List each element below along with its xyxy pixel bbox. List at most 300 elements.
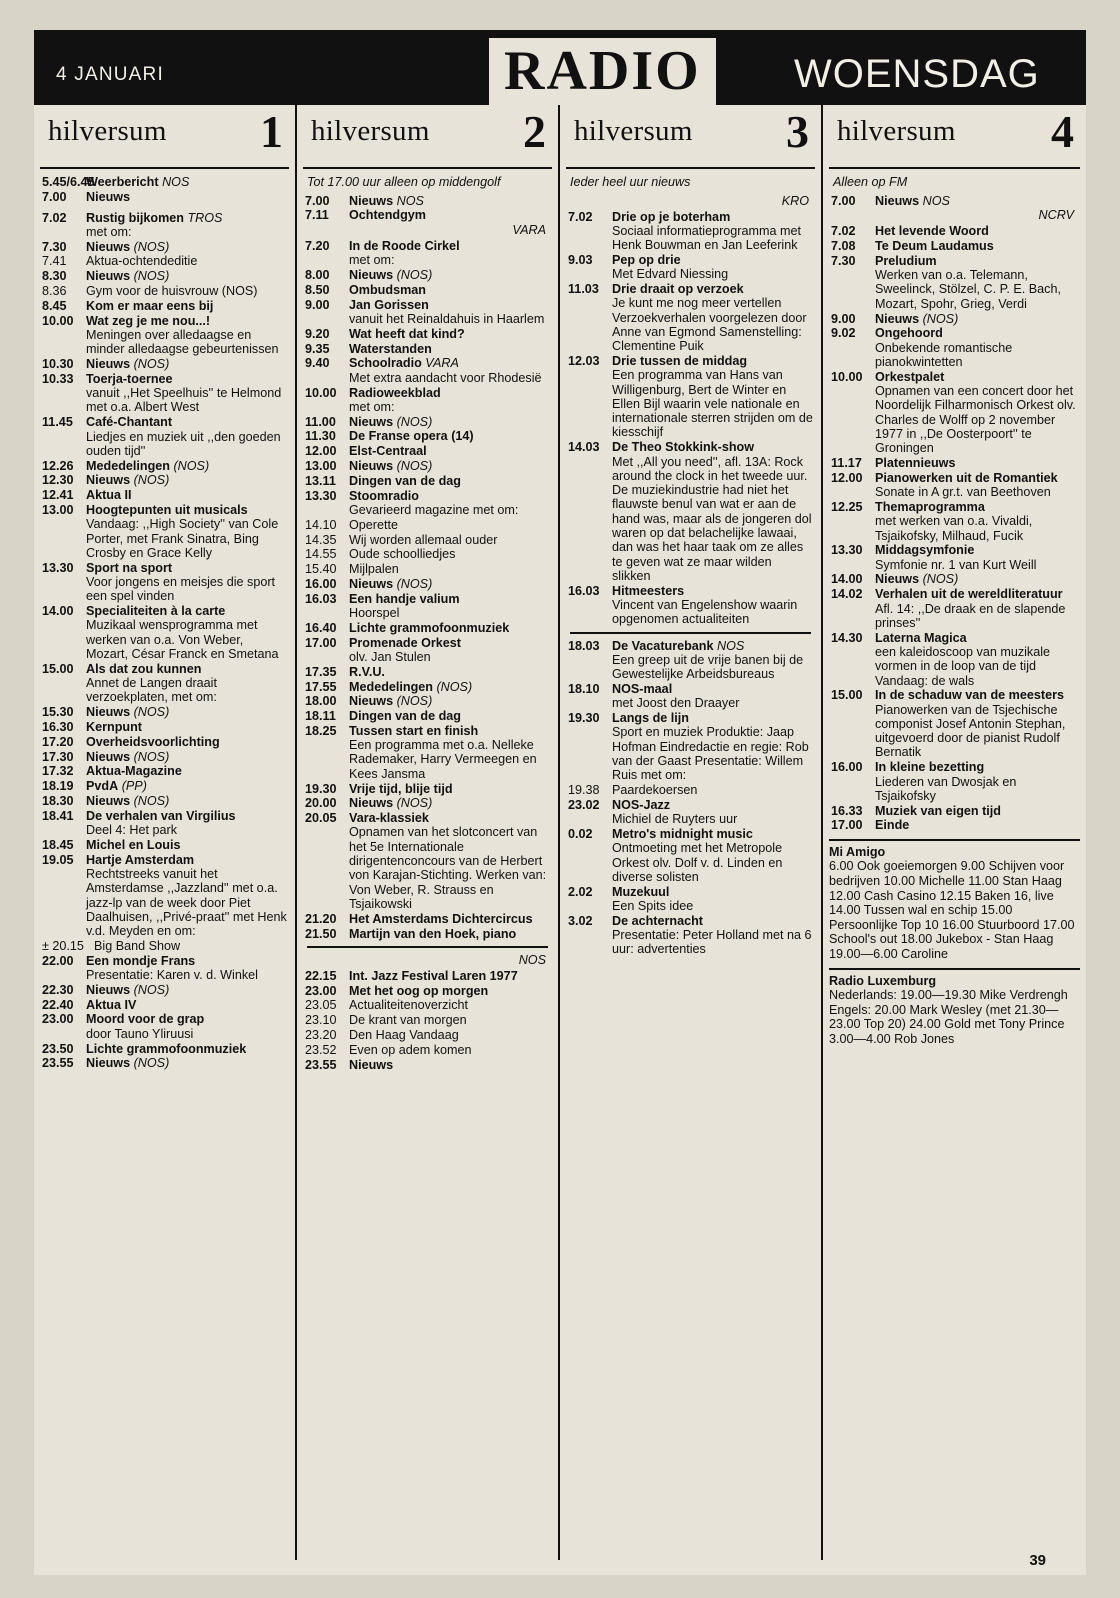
programme-time: 11.45 [42, 415, 73, 430]
programme-description [349, 268, 550, 282]
programme-title: Orkestpalet [875, 369, 945, 384]
programme-time: 17.00 [305, 635, 337, 650]
programme-title: Hartje Amsterdam [86, 852, 195, 867]
programme-title: In kleine bezetting [875, 760, 985, 775]
programme-item [568, 210, 813, 253]
programme-time: 18.25 [305, 723, 337, 738]
programme-title: Even op adem komen [349, 1042, 472, 1057]
programme-broadcaster: (NOS) [396, 576, 433, 591]
programme-title: Aktua-Magazine [86, 764, 182, 779]
programme-time: 23.02 [568, 797, 600, 812]
programme-item [305, 636, 550, 665]
programme-title: Vrije tijd, blije tijd [349, 781, 453, 796]
programme-subtext: Symfonie nr. 1 van Kurt Weill [875, 557, 1037, 572]
programme-time: 12.26 [42, 458, 74, 473]
programme-description [349, 489, 550, 518]
programme-title: Tussen start en finish [349, 723, 479, 738]
programme-item [831, 572, 1078, 586]
programme-item [42, 357, 287, 371]
programme-time: 16.40 [305, 620, 337, 635]
programme-time: 15.00 [42, 661, 74, 676]
programme-description [349, 1058, 550, 1072]
programme-item [42, 750, 287, 764]
programme-item [42, 998, 287, 1012]
programme-title: Nieuws [875, 572, 920, 587]
programme-time: 7.20 [305, 239, 330, 254]
programme-time: 18.03 [568, 638, 600, 653]
programme-item [42, 705, 287, 719]
programme-description [349, 680, 550, 694]
programme-description [349, 533, 550, 547]
programme-title: R.V.U. [349, 664, 385, 679]
programme-title: Specialiteiten à la carte [86, 604, 226, 619]
programme-item [42, 175, 287, 189]
programme-description [612, 827, 813, 884]
programme-description [349, 665, 550, 679]
programme-broadcaster: NOS [717, 638, 745, 653]
programme-description [349, 796, 550, 810]
station-header [40, 105, 289, 169]
programme-item [831, 471, 1078, 500]
programme-description [349, 984, 550, 998]
programme-description [86, 240, 287, 254]
programme-description [875, 587, 1078, 630]
programme-description [349, 724, 550, 781]
programme-subtext: Liederen van Dwosjak en Tsjaikofsky [875, 774, 1017, 803]
programme-time: 16.30 [42, 719, 74, 734]
programme-time: 16.33 [831, 803, 863, 818]
programme-description [349, 386, 550, 415]
programme-time: 14.02 [831, 587, 863, 602]
programme-subtext: met Joost den Draayer [612, 696, 740, 711]
programme-description [875, 456, 1078, 470]
programme-item [42, 735, 287, 749]
programme-item [305, 533, 550, 547]
programme-description [86, 299, 287, 313]
programme-title: De Theo Stokkink-show [612, 440, 755, 455]
programme-item [568, 885, 813, 914]
programme-description [86, 1056, 287, 1070]
programme-item [568, 584, 813, 627]
programme-title: Pianowerken uit de Romantiek [875, 470, 1058, 485]
programme-subtext: Vincent van Engelenshow waarin opgenomen actualiteiten [612, 598, 798, 627]
programme-description [612, 584, 813, 627]
programme-item [305, 912, 550, 926]
programme-item [42, 779, 287, 793]
programme-time: 19.30 [305, 781, 337, 796]
extra-station-block [829, 968, 1080, 1047]
programme-time: 7.30 [42, 239, 67, 254]
programme-item [831, 224, 1078, 238]
programme-description [349, 194, 550, 208]
programme-time: 9.00 [831, 311, 856, 326]
programme-item [568, 639, 813, 682]
programme-item [831, 760, 1078, 803]
programme-subtext: Een programma met o.a. Nelleke Rademaker, Harry Vermeegen en Kees Jansma [349, 738, 537, 781]
programme-broadcaster: (NOS) [133, 1056, 170, 1071]
programme-description [349, 283, 550, 297]
programme-item [568, 682, 813, 711]
programme-subtext: Met extra aandacht voor Rhodesië [349, 370, 542, 385]
programme-item [831, 688, 1078, 759]
programme-title: Verhalen uit de wereldliteratuur [875, 587, 1063, 602]
programme-broadcaster: (NOS) [133, 473, 170, 488]
programme-description [875, 804, 1078, 818]
programme-time: 8.50 [305, 282, 330, 297]
programme-subtext: Presentatie: Karen v. d. Winkel [86, 968, 258, 983]
programme-title: Nieuws [875, 311, 920, 326]
programme-title: Radioweekblad [349, 385, 441, 400]
programme-time: 2.02 [568, 884, 593, 899]
programme-item [42, 838, 287, 852]
programme-time: 22.40 [42, 997, 74, 1012]
programme-title: Nieuws [349, 576, 394, 591]
programme-description [349, 342, 550, 356]
programme-item [305, 489, 550, 518]
programme-title: Mededelingen [86, 458, 170, 473]
programme-subtext: Opnamen van het slotconcert van het 5e Internationale dirigentenconcours van de Herbert von Karajan-Stichting. Werken van: Von Weber, R. Strauss en Tsjaikowski [349, 825, 547, 911]
extra-station-block [829, 839, 1080, 962]
programme-description [349, 998, 550, 1012]
programme-title: Dingen van de dag [349, 709, 461, 724]
programme-item [305, 782, 550, 796]
programme-description [86, 998, 287, 1012]
programme-subtext: Opnamen van een concert door het Noordelijk Filharmonisch Orkest olv. Charles de Wolff op 2 november 1977 in ,,De Oosterpoort'' te Groningen [875, 384, 1076, 456]
programme-time: 10.30 [42, 357, 74, 372]
programme-title: Themaprogramma [875, 499, 985, 514]
programme-item [42, 1012, 287, 1041]
programme-time: 17.32 [42, 764, 74, 779]
programme-title: Elst-Centraal [349, 444, 427, 459]
programme-description [349, 444, 550, 458]
programme-broadcaster: (NOS) [396, 414, 433, 429]
programme-title: In de Roode Cirkel [349, 239, 460, 254]
station-column-2 [297, 105, 560, 1560]
programme-broadcaster: (NOS) [396, 268, 433, 283]
radio-listings-page [34, 30, 1086, 1575]
programme-subtext: olv. Jan Stulen [349, 649, 431, 664]
programme-subtext: door Tauno Yliruusi [86, 1026, 194, 1041]
programme-title: Nieuws [349, 796, 394, 811]
programme-description [349, 969, 550, 983]
programme-item [42, 604, 287, 661]
programme-title: Int. Jazz Festival Laren 1977 [349, 968, 518, 983]
programme-item [568, 282, 813, 353]
programme-title: Metro's midnight music [612, 826, 753, 841]
programme-time: 15.30 [42, 705, 74, 720]
programme-title: Einde [875, 818, 910, 833]
programme-subtext: Met ,,All you need'', afl. 13A: Rock around the clock in het tweede uur. De muziekindustrie had niet het flauwste benul van wat er aan de hand was, maar als de jongeren dol waren op dat belachelijke lawaai, dan was het haar taak om ze alles te geven wat ze maar wilden slikken [612, 454, 812, 583]
programme-item [305, 577, 550, 591]
programme-subtext: Sport en muziek Produktie: Jaap Hofman Eindredactie en regie: Rob van der Gaast Presentatie: Willem Ruis met om: [612, 725, 809, 783]
programme-title: Een handje valium [349, 591, 460, 606]
programme-time: 16.00 [831, 760, 863, 775]
programme-title: Waterstanden [349, 341, 432, 356]
programme-title: Met het oog op morgen [349, 983, 489, 998]
programme-description [875, 760, 1078, 803]
programme-description [86, 809, 287, 838]
programme-broadcaster: NOS [922, 193, 950, 208]
programme-item [305, 592, 550, 621]
programme-item [42, 240, 287, 254]
programme-item [42, 503, 287, 560]
programme-subtext: Muzikaal wensprogramma met werken van o.a. Von Weber, Mozart, César Franck en Smetana [86, 618, 279, 661]
programme-item [831, 456, 1078, 470]
programme-title: Langs de lijn [612, 711, 689, 726]
programme-item [305, 298, 550, 327]
station-columns [34, 105, 1086, 1560]
programme-title: Jan Gorissen [349, 297, 429, 312]
programme-broadcaster: (NOS) [133, 269, 170, 284]
programme-broadcaster: (NOS) [396, 459, 433, 474]
programme-item [42, 809, 287, 838]
programme-item [42, 983, 287, 997]
programme-description [349, 547, 550, 561]
programme-item [831, 312, 1078, 326]
programme-description [349, 912, 550, 926]
programme-subtext: met om: [349, 399, 395, 414]
programme-description [86, 190, 287, 204]
masthead-title: RADIO [489, 38, 716, 108]
programme-time: 17.20 [42, 734, 74, 749]
programme-description [86, 750, 287, 764]
programme-description [612, 210, 813, 253]
programme-subtext: met werken van o.a. Vivaldi, Tsjaikofsky, Milhaud, Fucik [875, 514, 1033, 543]
programme-time: 13.00 [42, 503, 74, 518]
programme-item [42, 254, 287, 268]
programme-time: 10.00 [831, 369, 863, 384]
programme-title: Een mondje Frans [86, 953, 196, 968]
broadcaster-label: NCRV [1038, 208, 1074, 223]
programme-broadcaster: (PP) [121, 779, 147, 794]
programme-title: PvdA [86, 779, 119, 794]
station-note: Ieder heel uur nieuws [570, 175, 691, 189]
programme-description [349, 577, 550, 591]
programme-item [305, 415, 550, 429]
programme-broadcaster: (NOS) [133, 749, 170, 764]
station-name: hilversum [48, 115, 167, 147]
programme-list [566, 194, 815, 957]
programme-time: 23.20 [305, 1028, 337, 1043]
station-note: Alleen op FM [833, 175, 908, 189]
station-column-4 [823, 105, 1086, 1560]
programme-time: 13.00 [305, 459, 337, 474]
programme-item [42, 488, 287, 502]
programme-subtext: Liedjes en muziek uit ,,den goeden ouden tijd'' [86, 429, 281, 458]
programme-time: 17.30 [42, 749, 74, 764]
programme-description [875, 631, 1078, 688]
programme-item [42, 299, 287, 313]
programme-description [349, 518, 550, 532]
programme-title: Actualiteitenoverzicht [349, 998, 469, 1013]
programme-time: 23.00 [42, 1012, 74, 1027]
programme-item [305, 1028, 550, 1042]
programme-description [86, 794, 287, 808]
programme-time: 14.30 [831, 630, 863, 645]
programme-item [42, 939, 287, 953]
programme-subtext: vanuit ,,Het Speelhuis'' te Helmond met o.a. Albert West [86, 386, 282, 415]
programme-list [303, 194, 552, 1072]
programme-title: Nieuws [349, 1057, 394, 1072]
programme-item [305, 621, 550, 635]
programme-subtext: Annet de Langen draait verzoekplaten, met om: [86, 676, 217, 705]
programme-subtext: Sonate in A gr.t. van Beethoven [875, 485, 1051, 500]
masthead-day: WOENSDAG [794, 52, 1040, 96]
programme-time: 8.00 [305, 268, 330, 283]
programme-description [349, 562, 550, 576]
programme-item [831, 587, 1078, 630]
programme-description [612, 440, 813, 583]
programme-time: 7.00 [831, 193, 856, 208]
programme-item [305, 984, 550, 998]
programme-description [612, 783, 813, 797]
programme-description [349, 636, 550, 665]
programme-title: Paardekoersen [612, 783, 698, 798]
programme-title: Nieuws [86, 982, 131, 997]
programme-subtext: een kaleidoscoop van muzikale vormen in de loop van de tijd Vandaag: de wals [875, 644, 1051, 688]
programme-time: 22.30 [42, 982, 74, 997]
programme-time: 7.00 [42, 189, 67, 204]
programme-title: Nieuws [875, 193, 920, 208]
programme-item [42, 415, 287, 458]
programme-title: Oude schoolliedjes [349, 547, 456, 562]
station-number: 4 [1051, 106, 1074, 157]
programme-time: 20.00 [305, 796, 337, 811]
programme-item [831, 239, 1078, 253]
programme-title: Mijlpalen [349, 562, 399, 577]
programme-time: 12.30 [42, 473, 74, 488]
programme-title: Operette [349, 517, 399, 532]
programme-time: 7.41 [42, 254, 67, 269]
programme-subtext: Pianowerken van de Tsjechische componist Josef Antonin Stephan, uitgevoerd door de pianist Rudolf Bernatik [875, 702, 1066, 760]
programme-time: 18.11 [305, 709, 336, 724]
programme-time: 11.17 [831, 456, 862, 471]
programme-title: Laterna Magica [875, 630, 967, 645]
programme-time: 10.00 [42, 313, 74, 328]
page-number: 39 [1029, 1552, 1046, 1569]
broadcaster-label: NOS [518, 952, 546, 967]
programme-title: Muziek van eigen tijd [875, 803, 1001, 818]
station-name: hilversum [837, 115, 956, 147]
programme-time: 23.05 [305, 998, 337, 1013]
programme-time: 7.02 [42, 210, 67, 225]
programme-subtext: Hoorspel [349, 606, 400, 621]
programme-description [875, 818, 1078, 832]
programme-time: 18.10 [568, 682, 600, 696]
programme-description [86, 561, 287, 604]
programme-description [349, 298, 550, 327]
programme-time: 13.30 [831, 543, 863, 558]
programme-time: 8.30 [42, 269, 67, 284]
programme-time: 10.00 [305, 385, 337, 400]
programme-title: Platennieuws [875, 456, 956, 471]
programme-item [305, 1013, 550, 1027]
programme-description [349, 356, 550, 385]
programme-broadcaster: (NOS) [133, 357, 170, 372]
programme-time: 22.00 [42, 953, 74, 968]
programme-description [86, 269, 287, 283]
programme-description [86, 314, 287, 357]
programme-time: 23.52 [305, 1042, 337, 1057]
programme-item [831, 543, 1078, 572]
programme-title: Aktua-ochtendeditie [86, 254, 198, 269]
programme-time: 21.50 [305, 926, 337, 941]
programme-item [305, 327, 550, 341]
programme-description [349, 592, 550, 621]
programme-title: Drie tussen de middag [612, 353, 748, 368]
programme-time: 14.10 [305, 517, 337, 532]
programme-title: Het Amsterdams Dichtercircus [349, 911, 533, 926]
programme-time: 18.45 [42, 837, 74, 852]
programme-item [42, 473, 287, 487]
programme-subtext: Een Spits idee [612, 898, 694, 913]
programme-time: 14.00 [42, 604, 74, 619]
programme-title: De verhalen van Virgilius [86, 808, 236, 823]
programme-item [568, 914, 813, 957]
programme-item [831, 370, 1078, 456]
programme-description [86, 954, 287, 983]
programme-title: Nieuws [86, 189, 131, 204]
programme-broadcaster: (NOS) [133, 239, 170, 254]
programme-title: Als dat zou kunnen [86, 661, 202, 676]
programme-item [568, 711, 813, 782]
programme-time: ± 20.15 [42, 938, 84, 953]
programme-time: 9.35 [305, 341, 330, 356]
programme-time: 11.03 [568, 281, 599, 296]
programme-title: Sport na sport [86, 560, 173, 575]
programme-description [86, 604, 287, 661]
programme-title: Hoogtepunten uit musicals [86, 503, 248, 518]
programme-time: 5.45/6.45 [42, 175, 95, 189]
programme-description [349, 694, 550, 708]
programme-title: Lichte grammofoonmuziek [86, 1041, 247, 1056]
programme-subtext: Werken van o.a. Telemann, Sweelinck, Stölzel, C. P. E. Bach, Mozart, Spohr, Grieg, Verdi [875, 268, 1061, 311]
programme-item [42, 314, 287, 357]
programme-title: Nieuws [86, 473, 131, 488]
programme-description [349, 474, 550, 488]
masthead-date: 4 JANUARI [56, 64, 164, 85]
programme-description [612, 354, 813, 440]
programme-description [349, 429, 550, 443]
programme-subtext: Een greep uit de vrije banen bij de Gewestelijke Arbeidsbureaus [612, 652, 804, 682]
programme-description [349, 1043, 550, 1057]
programme-title: Nieuws [349, 193, 394, 208]
programme-item [42, 284, 287, 298]
programme-item [831, 254, 1078, 311]
programme-title: Aktua IV [86, 997, 137, 1012]
programme-item [568, 798, 813, 827]
programme-title: Middagsymfonie [875, 543, 975, 558]
programme-title: Nieuws [86, 1056, 131, 1071]
masthead [34, 30, 1086, 105]
programme-description [86, 254, 287, 268]
programme-list [829, 194, 1080, 833]
programme-time: 14.03 [568, 440, 600, 455]
programme-time: 23.10 [305, 1013, 337, 1028]
programme-description [875, 312, 1078, 326]
programme-title: Nieuws [349, 694, 394, 709]
programme-item [305, 283, 550, 297]
programme-item [42, 720, 287, 734]
programme-title: Dingen van de dag [349, 473, 461, 488]
programme-time: 10.33 [42, 371, 74, 386]
programme-item [831, 818, 1078, 832]
station-column-3 [560, 105, 823, 1560]
programme-time: 12.41 [42, 488, 74, 503]
programme-title: Nieuws [349, 459, 394, 474]
programme-subtext: met om: [349, 253, 395, 268]
programme-description [875, 543, 1078, 572]
